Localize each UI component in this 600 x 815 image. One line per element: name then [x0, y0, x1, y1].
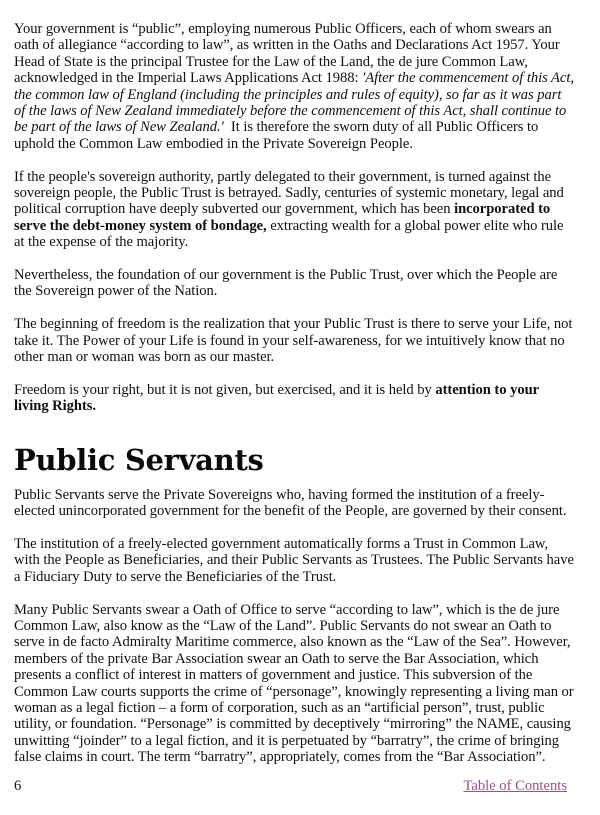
act-quotation: 'After the commencement of this Act, the common law of England (including the principles and rules of equity), so far as it was part of the laws of New Zealand immediately before the commencement of this Act, shall continue to be part of the laws of New Zealand.'	[14, 70, 574, 136]
section-heading: Public Servants	[14, 442, 264, 477]
page-number: 6	[14, 778, 22, 794]
paragraph-sovereign-authority	[14, 169, 574, 251]
paragraph-text: It is therefore the sworn duty of all Public Officers to uphold the Common Law embodied in the Private Sovereign People.	[14, 119, 542, 152]
paragraph-text: Your government is “public”, employing numerous Public Officers, each of whom swears an oath of allegiance “according to law”, as written in the Oaths and Declarations Act 1957. Your Head of State is the principal Trustee for the Law of the Land, the de jure Common Law, acknowledged in the Imperial Laws Applications Act 1988:	[14, 21, 560, 87]
paragraph-freedom-right	[14, 382, 574, 415]
emphasis-text: attention to your living Rights.	[14, 381, 539, 415]
table-of-contents-link[interactable]: Table of Contents	[463, 778, 567, 794]
paragraph-text: If the people's sovereign authority, partly delegated to their government, is turned against the sovereign people, the Public Trust is betrayed. Sadly, centuries of systemic monetary, legal and political corruption have deeply subverted our government, which has been	[14, 168, 564, 218]
paragraph-public-government	[14, 21, 574, 152]
document-page	[14, 21, 574, 782]
paragraph-beginning-of-freedom: The beginning of freedom is the realization that your Public Trust is there to serve your Life, not take it. The Power of your Life is found in your self-awareness, for we intuitively know that no other man or woman was born as our master.	[14, 316, 573, 366]
paragraph-trust-in-common-law: The institution of a freely-elected government automatically forms a Trust in Common Law, with the People as Beneficiaries, and their Public Servants as Trustees. The Public Servants have a Fiduciary Duty to serve the Beneficiaries of the Trust.	[14, 535, 574, 585]
paragraph-text: extracting wealth for a global power elite who rule at the expense of the majority.	[14, 217, 564, 251]
page-footer	[14, 777, 567, 797]
paragraph-oath-of-office: Many Public Servants swear a Oath of Office to serve “according to law”, which is the de jure Common Law, also know as the “Law of the Land”. Public Servants do not swear an Oath to serve in de facto Admiralty Maritime commerce, also known as the “Law of the Sea”. However, members of the private Bar Association swear an Oath to serve the Bar Association, which presents a conflict of interest in matters of government and justice. This subversion of the Common Law courts supports the crime of “personage”, knowingly representing a living man or woman as a legal fiction – a form of corporation, such as an “artificial person”, trust, public utility, or foundation. “Personage” is committed by deceptively “mirroring” the NAME, causing unwitting “joinder” to a legal fiction, and it is perpetuated by “barratry”, the crime of bringing false claims in court. The term “barratry”, appropriately, comes from the “Bar Association”.	[14, 601, 574, 766]
emphasis-text: incorporated to serve the debt-money system of bondage,	[14, 201, 551, 234]
paragraph-foundation: Nevertheless, the foundation of our government is the Public Trust, over which the People are the Sovereign power of the Nation.	[14, 267, 558, 300]
paragraph-text: Freedom is your right, but it is not given, but exercised, and it is held by	[14, 381, 436, 398]
paragraph-public-servants-serve: Public Servants serve the Private Sovereigns who, having formed the institution of a freely-elected unincorporated government for the benefit of the People, are governed by their consent.	[14, 486, 567, 520]
